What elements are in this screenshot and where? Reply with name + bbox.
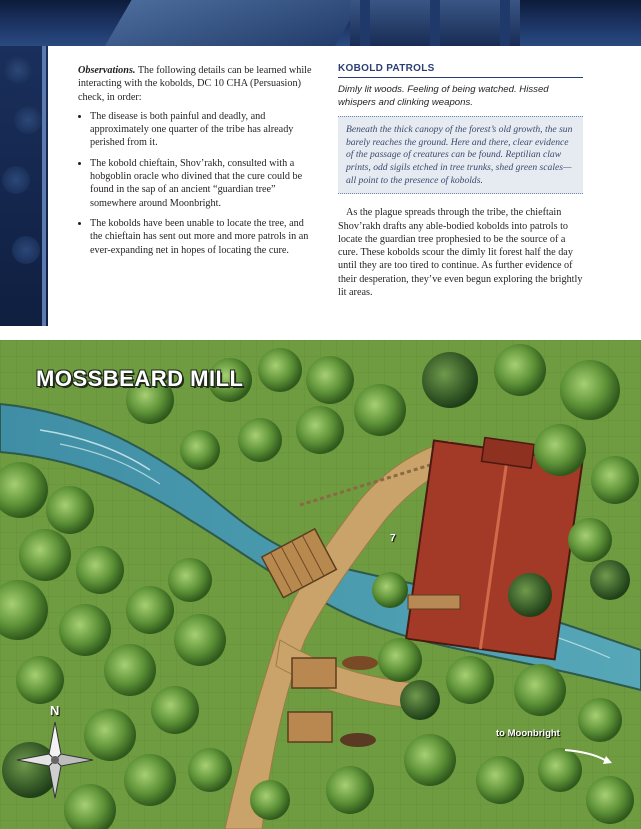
- area-number: 7: [390, 533, 396, 544]
- list-item: • The kobold chieftain, Shov’rakh, consulted with a hobgoblin oracle who divined that the cure could be found in the sap of an ancient “guardian tree” somewhere around Moonbright.: [90, 157, 318, 210]
- observations-section: [78, 60, 318, 264]
- section-subtitle: Dimly lit woods. Feeling of being watched. Hissed whispers and clinking weapons.: [338, 84, 549, 109]
- observations-intro-text: The following details can be learned while interacting with the kobolds, DC 10 CHA (Persuasion) check, in order:: [78, 65, 312, 103]
- exit-label: to Moonbright: [496, 728, 560, 739]
- read-aloud-box: Beneath the thick canopy of the forest’s old growth, the sun barely reaches the ground. Here and there, clear evidence of the passage of creatures can be found. Reptilian claw prints, odd sigils etched in tree trunks, shed green scales—all point to the presence of kobolds.: [338, 116, 583, 194]
- header-illustration: [0, 0, 641, 46]
- compass-north-label: N: [50, 703, 60, 718]
- list-item: • The kobolds have been unable to locate the tree, and the chieftain has sent out more and more patrols in an ever-expanding net in hopes of locating the cure.: [90, 217, 318, 257]
- illustration-post: [500, 0, 510, 46]
- kobold-patrols-section: [338, 60, 583, 310]
- observations-intro: [78, 64, 318, 104]
- section-body: As the plague spreads through the tribe, the chieftain Shov’rakh drafts any able-bodied kobolds into patrols to locate the guardian tree prophesied to be the source of a cure. These kobolds scour the dimly lit forest half the day until they are too tired to continue. As further evidence of their desperation, they’ve even begun exploring the brightly lit areas.: [338, 207, 583, 299]
- observations-list: [78, 110, 318, 257]
- section-heading: KOBOLD PATROLS: [338, 62, 583, 78]
- mossbeard-mill-map: [0, 340, 641, 829]
- map-artwork: [0, 340, 641, 829]
- foliage-shape: [4, 56, 32, 84]
- map-title: MOSSBEARD MILL: [36, 366, 244, 391]
- river-boat: [408, 595, 460, 609]
- foliage-shape: [2, 166, 30, 194]
- illustration-roof: [103, 0, 368, 46]
- illustration-post: [360, 0, 370, 46]
- foliage-shape: [14, 106, 42, 134]
- sidebar-illustration: [0, 46, 48, 326]
- list-item: • The disease is both painful and deadly, and approximately one quarter of the tribe has already perished from it.: [90, 110, 318, 150]
- illustration-post: [430, 0, 440, 46]
- observations-lead: Observations.: [78, 65, 136, 76]
- foliage-shape: [12, 236, 40, 264]
